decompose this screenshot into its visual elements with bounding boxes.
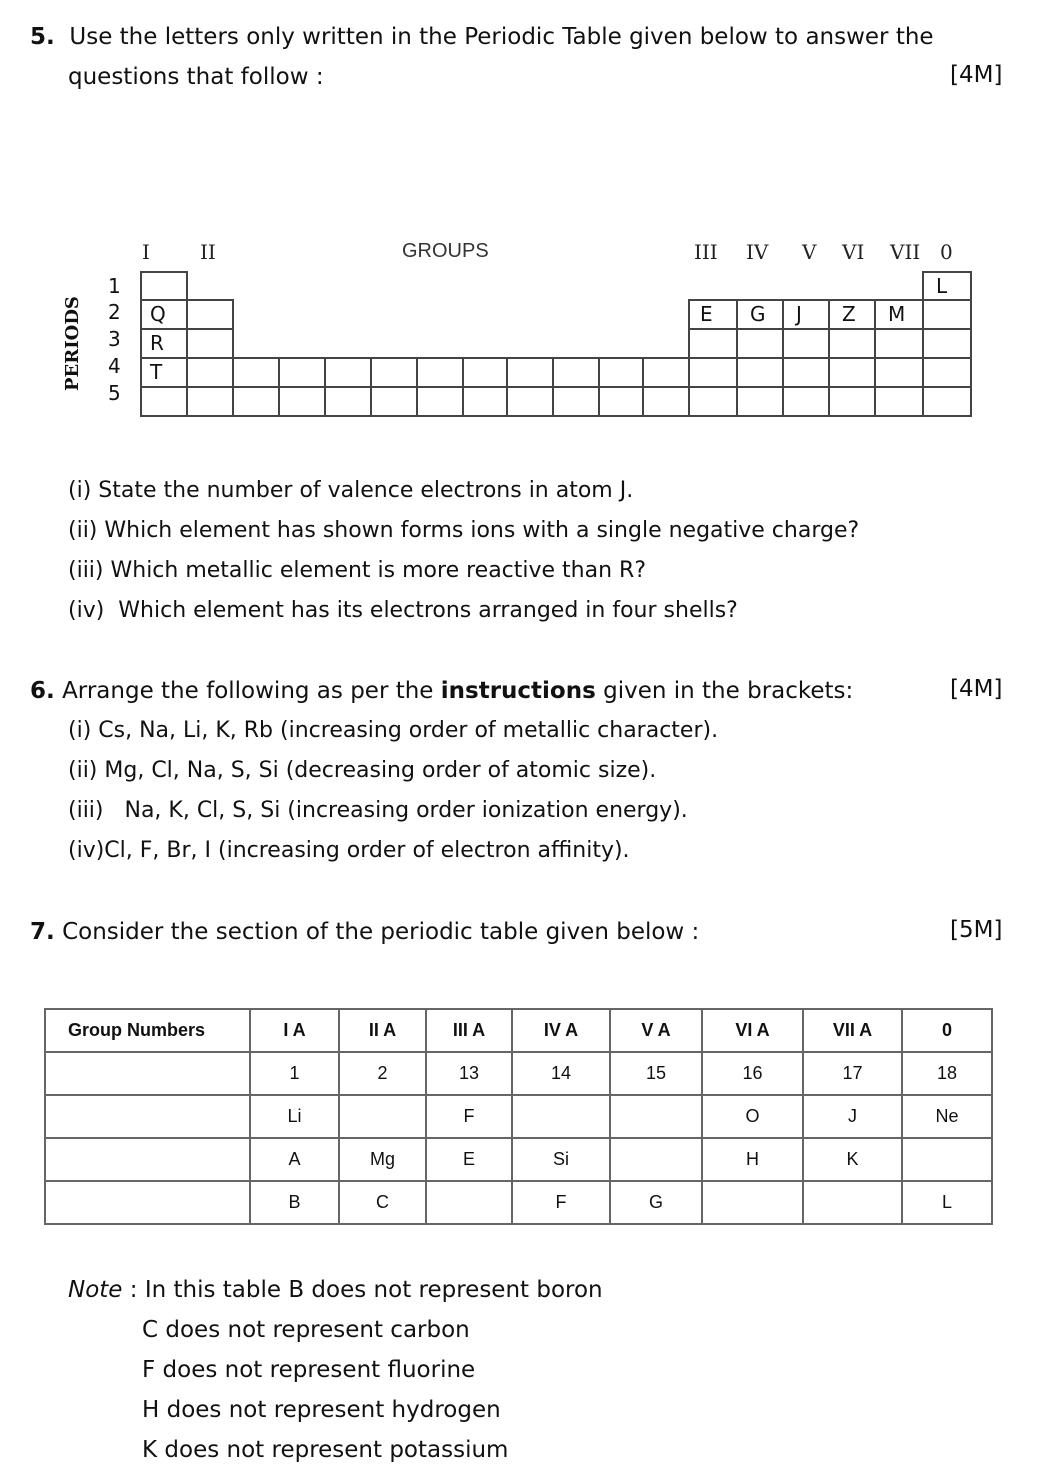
note-line: H does not represent hydrogen: [142, 1397, 501, 1423]
table-cell: [462, 386, 508, 417]
table-cell: 1: [250, 1052, 339, 1095]
element-letter: J: [796, 302, 802, 326]
table-cell: [506, 357, 554, 388]
table-cell: [688, 386, 738, 417]
period-number: 2: [108, 300, 121, 324]
table-row: [45, 1181, 992, 1224]
table-cell: [610, 1095, 702, 1138]
q6-sub-iv: (iv)Cl, F, Br, I (increasing order of electron affinity).: [68, 838, 630, 863]
table-cell: [370, 357, 418, 388]
q7-number: 7.: [30, 919, 55, 945]
table-cell: [232, 357, 280, 388]
period-number: 5: [108, 381, 121, 405]
table-cell: O: [702, 1095, 803, 1138]
table-cell: [828, 328, 876, 359]
q6-number: 6.: [30, 678, 55, 704]
table-cell: [598, 386, 644, 417]
table-cell: [45, 1181, 250, 1224]
table-cell: [186, 386, 234, 417]
table-cell: [782, 299, 830, 330]
table-cell: E: [426, 1138, 512, 1181]
header-cell: III A: [426, 1009, 512, 1052]
header-cell: VII A: [803, 1009, 902, 1052]
table-cell: [140, 299, 188, 330]
table-cell: [642, 357, 690, 388]
group-header-VI: VI: [842, 240, 865, 264]
note-line-first: [68, 1270, 603, 1310]
table-cell: F: [512, 1181, 610, 1224]
q7-group-table: [44, 1008, 993, 1225]
table-cell: [610, 1138, 702, 1181]
table-cell: 2: [339, 1052, 426, 1095]
q5-periodic-table: [0, 0, 1041, 430]
table-cell: [874, 328, 924, 359]
table-cell: 14: [512, 1052, 610, 1095]
table-cell: F: [426, 1095, 512, 1138]
table-cell: Li: [250, 1095, 339, 1138]
element-letter: T: [150, 360, 163, 384]
q6-sub-ii: (ii) Mg, Cl, Na, S, Si (decreasing order of atomic size).: [68, 758, 657, 783]
q5-text-line1: Use the letters only written in the Periodic Table given below to answer the: [69, 24, 934, 50]
period-number: 1: [108, 274, 121, 298]
q7-text: Consider the section of the periodic table given below :: [62, 919, 700, 945]
element-letter: Z: [842, 302, 856, 326]
note-label: Note: [68, 1277, 123, 1303]
table-cell: B: [250, 1181, 339, 1224]
table-cell: Si: [512, 1138, 610, 1181]
table-cell: [782, 328, 830, 359]
header-cell: II A: [339, 1009, 426, 1052]
table-cell: 13: [426, 1052, 512, 1095]
table-cell: [324, 386, 372, 417]
table-cell: Mg: [339, 1138, 426, 1181]
header-cell: VI A: [702, 1009, 803, 1052]
table-cell: [828, 386, 876, 417]
period-number: 4: [108, 354, 121, 378]
table-cell: [782, 357, 830, 388]
table-cell: J: [803, 1095, 902, 1138]
table-cell: [278, 386, 326, 417]
q5-number: 5.: [30, 24, 55, 50]
q6-sub-i: (i) Cs, Na, Li, K, Rb (increasing order of metallic character).: [68, 718, 719, 743]
table-cell: [803, 1181, 902, 1224]
element-letter: L: [936, 274, 948, 298]
table-cell: [828, 357, 876, 388]
table-cell: [736, 357, 784, 388]
table-cell: [45, 1052, 250, 1095]
table-cell: G: [610, 1181, 702, 1224]
table-cell: [736, 386, 784, 417]
table-cell: [462, 357, 508, 388]
table-cell: [506, 386, 554, 417]
table-cell: [512, 1095, 610, 1138]
table-cell: [828, 299, 876, 330]
table-cell: [922, 328, 972, 359]
table-cell: [598, 357, 644, 388]
q5-sub-iii: (iii) Which metallic element is more reactive than R?: [68, 558, 647, 583]
table-cell: [902, 1138, 992, 1181]
table-cell: [874, 299, 924, 330]
table-cell: [688, 328, 738, 359]
q6-text-bold: instructions: [440, 678, 596, 704]
q5-marks: [4M]: [950, 62, 1003, 88]
q5-sub-i: (i) State the number of valence electrons in atom J.: [68, 478, 634, 503]
group-header-IV: IV: [746, 240, 769, 264]
q5-text-line2: questions that follow :: [68, 64, 324, 90]
table-cell: [922, 357, 972, 388]
table-cell: [736, 299, 784, 330]
table-cell: [736, 328, 784, 359]
table-cell: [140, 357, 188, 388]
q7-heading: [30, 917, 699, 947]
table-cell: [45, 1095, 250, 1138]
note-line: K does not represent potassium: [142, 1437, 509, 1463]
table-cell: Ne: [902, 1095, 992, 1138]
table-row: [45, 1138, 992, 1181]
table-cell: 18: [902, 1052, 992, 1095]
table-cell: [702, 1181, 803, 1224]
element-letter: Q: [150, 302, 166, 326]
q6-text-after: given in the brackets:: [595, 678, 854, 704]
table-cell: [370, 386, 418, 417]
q5-sub-ii: (ii) Which element has shown forms ions with a single negative charge?: [68, 518, 860, 543]
table-cell: A: [250, 1138, 339, 1181]
table-header-row: [45, 1009, 992, 1052]
table-cell: [186, 357, 234, 388]
table-cell: [874, 357, 924, 388]
table-cell: [278, 357, 326, 388]
note-text: : In this table B does not represent boron: [122, 1277, 603, 1303]
table-cell: [688, 357, 738, 388]
groups-label: GROUPS: [402, 240, 489, 262]
q5-sub-iv: (iv) Which element has its electrons arranged in four shells?: [68, 598, 738, 623]
element-letter: M: [888, 302, 906, 326]
header-cell: Group Numbers: [45, 1009, 250, 1052]
table-cell: 16: [702, 1052, 803, 1095]
table-cell: C: [339, 1181, 426, 1224]
table-cell: 17: [803, 1052, 902, 1095]
note-line: C does not represent carbon: [142, 1317, 470, 1343]
table-cell: H: [702, 1138, 803, 1181]
period-number: 3: [108, 327, 121, 351]
table-cell: L: [902, 1181, 992, 1224]
group-header-0: 0: [940, 240, 953, 264]
table-cell: 15: [610, 1052, 702, 1095]
header-cell: I A: [250, 1009, 339, 1052]
q6-heading: [30, 676, 853, 706]
header-cell: 0: [902, 1009, 992, 1052]
group-header-III: III: [694, 240, 718, 264]
table-cell: [688, 299, 738, 330]
table-cell: [140, 271, 188, 301]
header-cell: IV A: [512, 1009, 610, 1052]
table-cell: [782, 386, 830, 417]
q7-marks: [5M]: [950, 917, 1003, 943]
element-letter: R: [150, 331, 164, 355]
group-header-VII: VII: [890, 240, 921, 264]
header-cell: V A: [610, 1009, 702, 1052]
table-cell: [186, 299, 234, 330]
table-row: [45, 1052, 992, 1095]
group-header-I: I: [142, 240, 150, 264]
periods-label: PERIODS: [62, 296, 83, 391]
table-cell: [874, 386, 924, 417]
element-letter: G: [750, 302, 766, 326]
table-cell: [922, 299, 972, 330]
note-line: F does not represent fluorine: [142, 1357, 476, 1383]
table-cell: [140, 386, 188, 417]
q6-sub-iii: (iii) Na, K, Cl, S, Si (increasing order ionization energy).: [68, 798, 688, 823]
group-header-V: V: [802, 240, 817, 264]
q6-text-before: Arrange the following as per the: [62, 678, 441, 704]
table-cell: [922, 271, 972, 301]
q6-marks: [4M]: [950, 676, 1003, 702]
table-cell: [324, 357, 372, 388]
group-header-II: II: [200, 240, 216, 264]
table-cell: [642, 386, 690, 417]
table-cell: [552, 357, 600, 388]
table-cell: [186, 328, 234, 359]
table-cell: [922, 386, 972, 417]
table-cell: [45, 1138, 250, 1181]
table-cell: [416, 357, 464, 388]
table-cell: [232, 386, 280, 417]
table-cell: [339, 1095, 426, 1138]
element-letter: E: [700, 302, 713, 326]
table-cell: [416, 386, 464, 417]
table-cell: [140, 328, 188, 359]
table-cell: [426, 1181, 512, 1224]
table-cell: [552, 386, 600, 417]
table-row: [45, 1095, 992, 1138]
table-cell: K: [803, 1138, 902, 1181]
